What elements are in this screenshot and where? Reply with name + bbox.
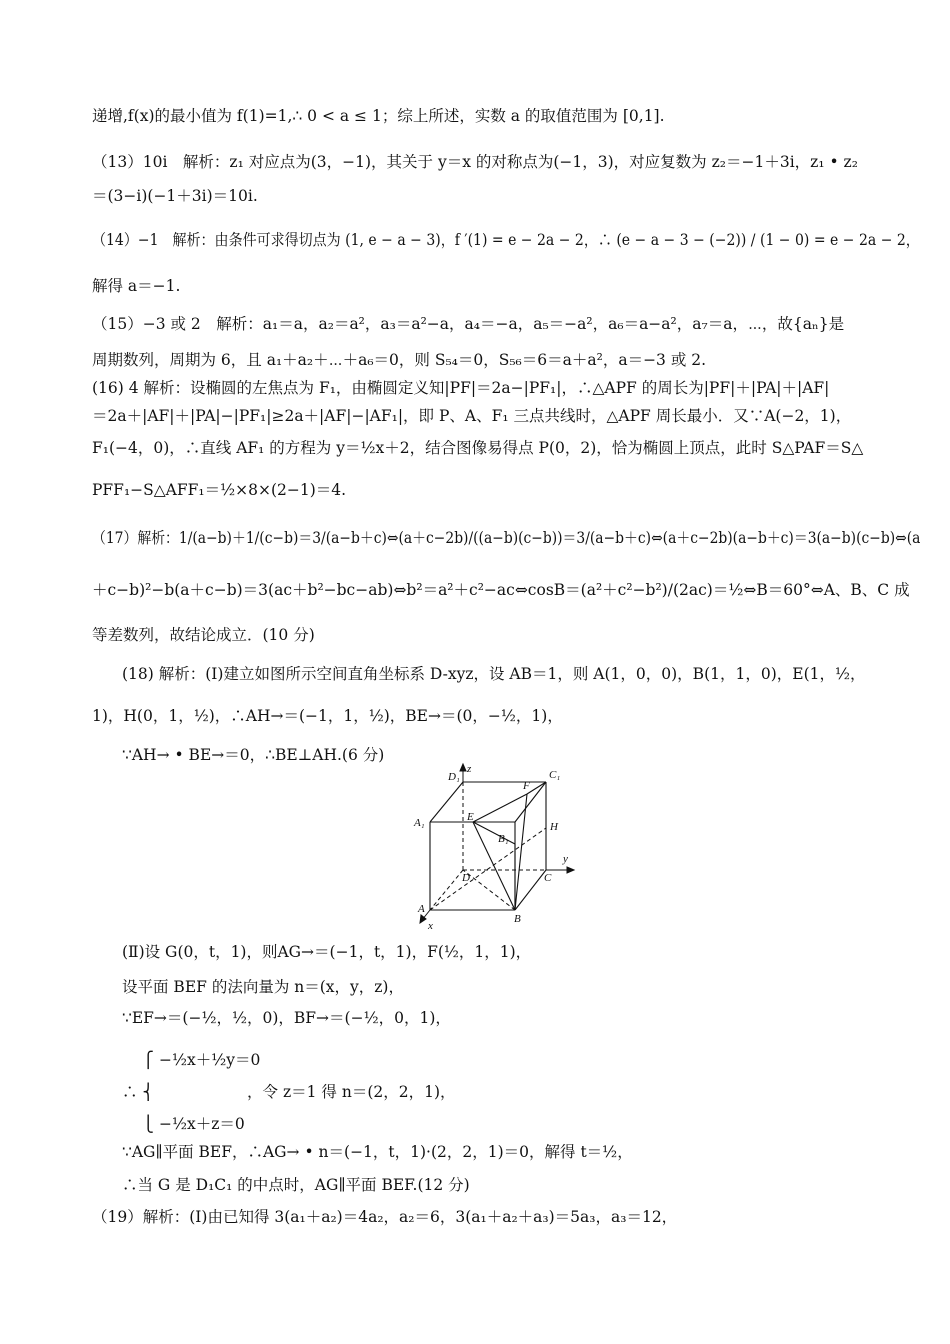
edge-bc	[515, 870, 546, 910]
text-line: 设平面 BEF 的法向量为 n＝(x，y，z)，	[122, 978, 404, 996]
hidden-segment-ah	[430, 828, 546, 910]
text-line: ∵AH→ • BE→＝0，∴BE⊥AH.(6 分)	[122, 746, 385, 764]
label-b: B	[514, 913, 521, 925]
z-axis-arrow	[460, 764, 466, 771]
label-d: D	[462, 872, 470, 884]
label-e: E	[467, 811, 474, 823]
text-line: PFF₁−S△AFF₁＝½×8×(2−1)＝4.	[92, 481, 347, 499]
text-line: （19）解析：(Ⅰ)由已知得 3(a₁＋a₂)＝4a₂，a₂＝6，3(a₁＋a₂＋a₃)＝5a₃，a₃＝12，	[92, 1208, 678, 1226]
text-line: ∵EF→＝(−½，½，0)，BF→＝(−½，0，1)，	[122, 1009, 451, 1027]
label-c: C	[544, 872, 552, 884]
label-z: z	[467, 763, 472, 775]
text-line: ＋c−b)²−b(a＋c−b)＝3(ac＋b²−bc−ab)⇔b²＝a²＋c²−ac⇔cosB＝(a²＋c²−b²)/(2ac)＝½⇔B＝60°⇔A、B、C 成	[92, 581, 910, 599]
label-a1: A₁	[414, 817, 425, 829]
text-line: (18) 解析：(Ⅰ)建立如图所示空间直角坐标系 D-xyz，设 AB＝1，则 A(1，0，0)，B(1，1，0)，E(1，½，	[122, 665, 866, 683]
label-y: y	[563, 853, 568, 865]
segment-fc1	[527, 782, 546, 794]
segment-eb	[473, 822, 515, 910]
text-line: （17）解析：1/(a−b)＋1/(c−b)＝3/(a−b＋c)⇔(a＋c−2b)/((a−b)(c−b))＝3/(a−b＋c)⇔(a＋c−2b)(a−b＋c)＝3(a−b)(c−b)⇔(a	[92, 529, 921, 547]
text-line: 解得 a＝−1.	[92, 277, 181, 295]
text-line: 周期数列，周期为 6，且 a₁＋a₂＋⋯＋a₆＝0，则 S₅₄＝0，S₅₆＝6＝a＋a²，a＝−3 或 2.	[92, 351, 707, 369]
edge-a1d1	[430, 782, 463, 822]
label-a: A	[418, 903, 425, 915]
label-x: x	[428, 920, 433, 932]
text-line: （15）−3 或 2 解析：a₁＝a，a₂＝a²，a₃＝a²−a，a₄＝−a，a₅＝−a²，a₆＝a−a²，a₇＝a，⋯，故{aₙ}是	[92, 315, 845, 333]
label-d1: D₁	[448, 771, 460, 783]
text-line: 等差数列，故结论成立．(10 分)	[92, 626, 315, 644]
label-h: H	[550, 821, 558, 833]
text-line: ⎩ −½x＋z＝0	[122, 1115, 245, 1133]
text-line: ＝(3−i)(−1＋3i)＝10i.	[92, 187, 258, 205]
hidden-segment-bd	[463, 870, 515, 910]
text-line: ＝2a＋|AF|＋|PA|−|PF₁|≥2a＋|AF|−|AF₁|，即 P、A、F₁ 三点共线时，△APF 周长最小．又∵A(−2，1)，	[92, 407, 852, 425]
text-line: (16) 4 解析：设椭圆的左焦点为 F₁，由椭圆定义知|PF|＝2a−|PF₁|，∴△APF 的周长为|PF|＋|PA|＋|AF|	[92, 379, 830, 397]
text-line: ∴当 G 是 D₁C₁ 的中点时，AG∥平面 BEF.(12 分)	[122, 1176, 470, 1194]
text-line: （13）10i 解析：z₁ 对应点为(3，−1)，其关于 y＝x 的对称点为(−1，3)，对应复数为 z₂＝−1＋3i，z₁ • z₂	[92, 153, 858, 171]
edge-c1b1	[515, 782, 546, 822]
text-line: F₁(−4，0)，∴直线 AF₁ 的方程为 y＝½x＋2，结合图像易得点 P(0，2)，恰为椭圆上顶点，此时 S△PAF＝S△	[92, 439, 864, 457]
label-f: F	[523, 780, 530, 792]
label-b1: B₁	[498, 833, 509, 845]
text-line: ⎧ −½x＋½y＝0	[122, 1051, 261, 1069]
segment-eb1	[473, 822, 515, 844]
text-line: ∵AG∥平面 BEF，∴AG→ • n＝(−1，t，1)·(2，2，1)＝0，解得 t＝½，	[122, 1143, 633, 1161]
label-c1: C₁	[549, 769, 561, 781]
text-line: ∴ ⎨ ，令 z＝1 得 n＝(2，2，1)，	[122, 1083, 456, 1101]
y-axis-arrow	[567, 867, 574, 873]
text-line: （14）−1 解析：由条件可求得切点为 (1, e − a − 3)，f ′(1) = e − 2a − 2，∴ (e − a − 3 − (−2)) / (1 − 0) = e − 2a − 2，	[92, 231, 920, 249]
segment-fb	[515, 794, 527, 910]
cube-figure	[400, 762, 585, 932]
text-line: 递增,f(x)的最小值为 f(1)=1,∴ 0 < a ≤ 1；综上所述，实数 a 的取值范围为 [0,1].	[92, 107, 665, 125]
hidden-edge-da	[430, 870, 463, 910]
text-line: 1)，H(0，1，½)，∴AH→＝(−1，1，½)，BE→＝(0，−½，1)，	[92, 707, 563, 725]
text-line: (Ⅱ)设 G(0，t，1)，则AG→＝(−1，t，1)，F(½，1，1)，	[122, 943, 532, 961]
